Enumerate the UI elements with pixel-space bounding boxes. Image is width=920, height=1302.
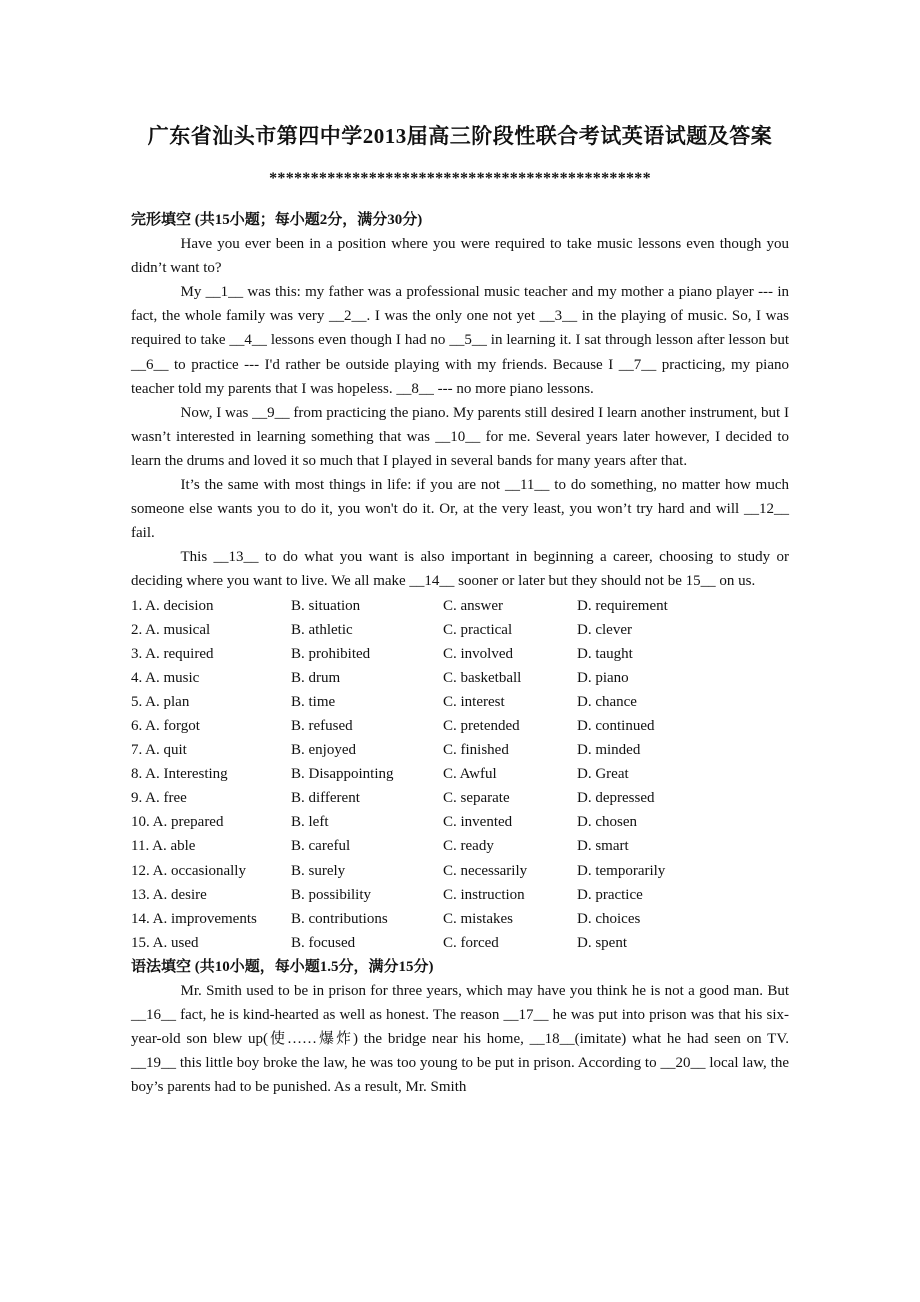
- cloze-paragraph-2: My __1__ was this: my father was a professional music teacher and my mother a piano player --- in fact, the whole family was very __2__. I was the only one not yet __3__ in the playing of music. So, I was required to take __4__ lessons even though I had no __5__ in learning it. I sat through lesson after lesson but __6__ to practice --- I'd rather be outside playing with my friends. Because I __7__ practicing, my piano teacher told my parents that I was hopeless. __8__ --- no more piano lessons.: [131, 284, 789, 397]
- cloze-paragraph-5: This __13__ to do what you want is also important in beginning a career, choosing to study or deciding where you want to live. We all make __14__ sooner or later but they should not be 15__ on us.: [131, 549, 789, 590]
- option-c: C. necessarily: [443, 862, 528, 879]
- page-title: 广东省汕头市第四中学2013届高三阶段性联合考试英语试题及答案: [147, 124, 773, 148]
- option-a: 6. A. forgot: [131, 717, 200, 734]
- option-a: 14. A. improvements: [131, 910, 257, 927]
- option-row-11: [131, 834, 789, 858]
- option-b: B. focused: [291, 934, 356, 951]
- grammar-paragraph: Mr. Smith used to be in prison for three years, which may have you think he is not a good man. But __16__ fact, he is kind-hearted as well as honest. The reason __17__ he was put into prison was that his six-year-old son blew up(使……爆炸) the bridge near his home, __18__(imitate) what he had seen on TV. __19__ this little boy broke the law, he was too young to be put in prison. According to __20__ local law, the boy’s parents had to be punished. As a result, Mr. Smith: [131, 983, 789, 1096]
- option-b: B. refused: [291, 717, 353, 734]
- option-c: C. finished: [443, 742, 509, 759]
- option-d: D. piano: [577, 669, 629, 686]
- cloze-paragraph-3: Now, I was __9__ from practicing the piano. My parents still desired I learn another instrument, but I wasn’t interested in learning something that was __10__ for me. Several years later however, I decided to learn the drums and loved it so much that I played in several bands for many years after that.: [131, 404, 789, 469]
- option-a: 8. A. Interesting: [131, 766, 228, 783]
- option-c: C. interest: [443, 693, 505, 710]
- option-row-6: [131, 714, 789, 738]
- option-d: D. taught: [577, 645, 633, 662]
- option-d: D. Great: [577, 766, 629, 783]
- option-c: C. Awful: [443, 766, 497, 783]
- option-a: 7. A. quit: [131, 742, 187, 759]
- option-c: C. invented: [443, 814, 513, 831]
- option-c: C. basketball: [443, 669, 522, 686]
- option-a: 9. A. free: [131, 790, 187, 807]
- option-c: C. ready: [443, 838, 494, 855]
- option-d: D. spent: [577, 934, 627, 951]
- option-a: 10. A. prepared: [131, 814, 224, 831]
- option-row-3: [131, 642, 789, 666]
- option-c: C. answer: [443, 597, 503, 614]
- option-b: B. enjoyed: [291, 742, 356, 759]
- option-c: C. separate: [443, 790, 510, 807]
- cloze-paragraph-4: It’s the same with most things in life: if you are not __11__ to do something, no matter how much someone else wants you to do it, you won't do it. Or, at the very least, you won’t try hard and will __12__ fail.: [131, 477, 789, 542]
- option-c: C. forced: [443, 934, 499, 951]
- option-b: B. surely: [291, 862, 346, 879]
- option-a: 3. A. required: [131, 645, 214, 662]
- option-row-2: [131, 618, 789, 642]
- option-d: D. temporarily: [577, 862, 666, 879]
- option-d: D. depressed: [577, 790, 655, 807]
- grammar-heading: 语法填空 (共10小题，每小题1.5分，满分15分): [131, 958, 434, 975]
- option-d: D. smart: [577, 838, 629, 855]
- cloze-heading: 完形填空 (共15小题；每小题2分，满分30分): [131, 212, 423, 228]
- option-b: B. left: [291, 814, 329, 831]
- cloze-paragraph-1: Have you ever been in a position where you were required to take music lessons even though you didn’t want to?: [131, 236, 789, 277]
- option-row-13: [131, 883, 789, 907]
- option-a: 5. A. plan: [131, 693, 190, 710]
- option-d: D. practice: [577, 886, 643, 903]
- option-row-1: [131, 594, 789, 618]
- option-c: C. practical: [443, 621, 513, 638]
- option-row-5: [131, 690, 789, 714]
- option-c: C. mistakes: [443, 910, 513, 927]
- option-row-12: [131, 859, 789, 883]
- title-separator: **********************************************: [269, 170, 651, 187]
- option-d: D. continued: [577, 717, 655, 734]
- option-d: D. chance: [577, 693, 637, 710]
- option-d: D. chosen: [577, 814, 637, 831]
- option-b: B. athletic: [291, 621, 353, 638]
- option-b: B. careful: [291, 838, 351, 855]
- option-b: B. time: [291, 693, 336, 710]
- option-b: B. prohibited: [291, 645, 371, 662]
- option-a: 1. A. decision: [131, 597, 214, 614]
- cloze-options: [131, 594, 789, 955]
- option-a: 12. A. occasionally: [131, 862, 246, 879]
- option-row-4: [131, 666, 789, 690]
- option-c: C. pretended: [443, 717, 520, 734]
- option-b: B. situation: [291, 597, 361, 614]
- option-d: D. minded: [577, 742, 641, 759]
- option-row-7: [131, 738, 789, 762]
- option-row-10: [131, 810, 789, 834]
- option-d: D. choices: [577, 910, 641, 927]
- option-row-14: [131, 907, 789, 931]
- option-b: B. Disappointing: [291, 766, 394, 783]
- option-b: B. different: [291, 790, 360, 807]
- option-a: 13. A. desire: [131, 886, 207, 903]
- option-d: D. requirement: [577, 597, 668, 614]
- option-a: 4. A. music: [131, 669, 200, 686]
- option-a: 15. A. used: [131, 934, 199, 951]
- option-b: B. drum: [291, 669, 341, 686]
- option-c: C. involved: [443, 645, 513, 662]
- option-b: B. possibility: [291, 886, 372, 903]
- option-d: D. clever: [577, 621, 632, 638]
- option-row-8: [131, 762, 789, 786]
- option-a: 11. A. able: [131, 838, 196, 855]
- document-body: [131, 208, 789, 1099]
- option-c: C. instruction: [443, 886, 525, 903]
- option-b: B. contributions: [291, 910, 388, 927]
- option-row-9: [131, 786, 789, 810]
- option-a: 2. A. musical: [131, 621, 211, 638]
- option-row-15: [131, 931, 789, 955]
